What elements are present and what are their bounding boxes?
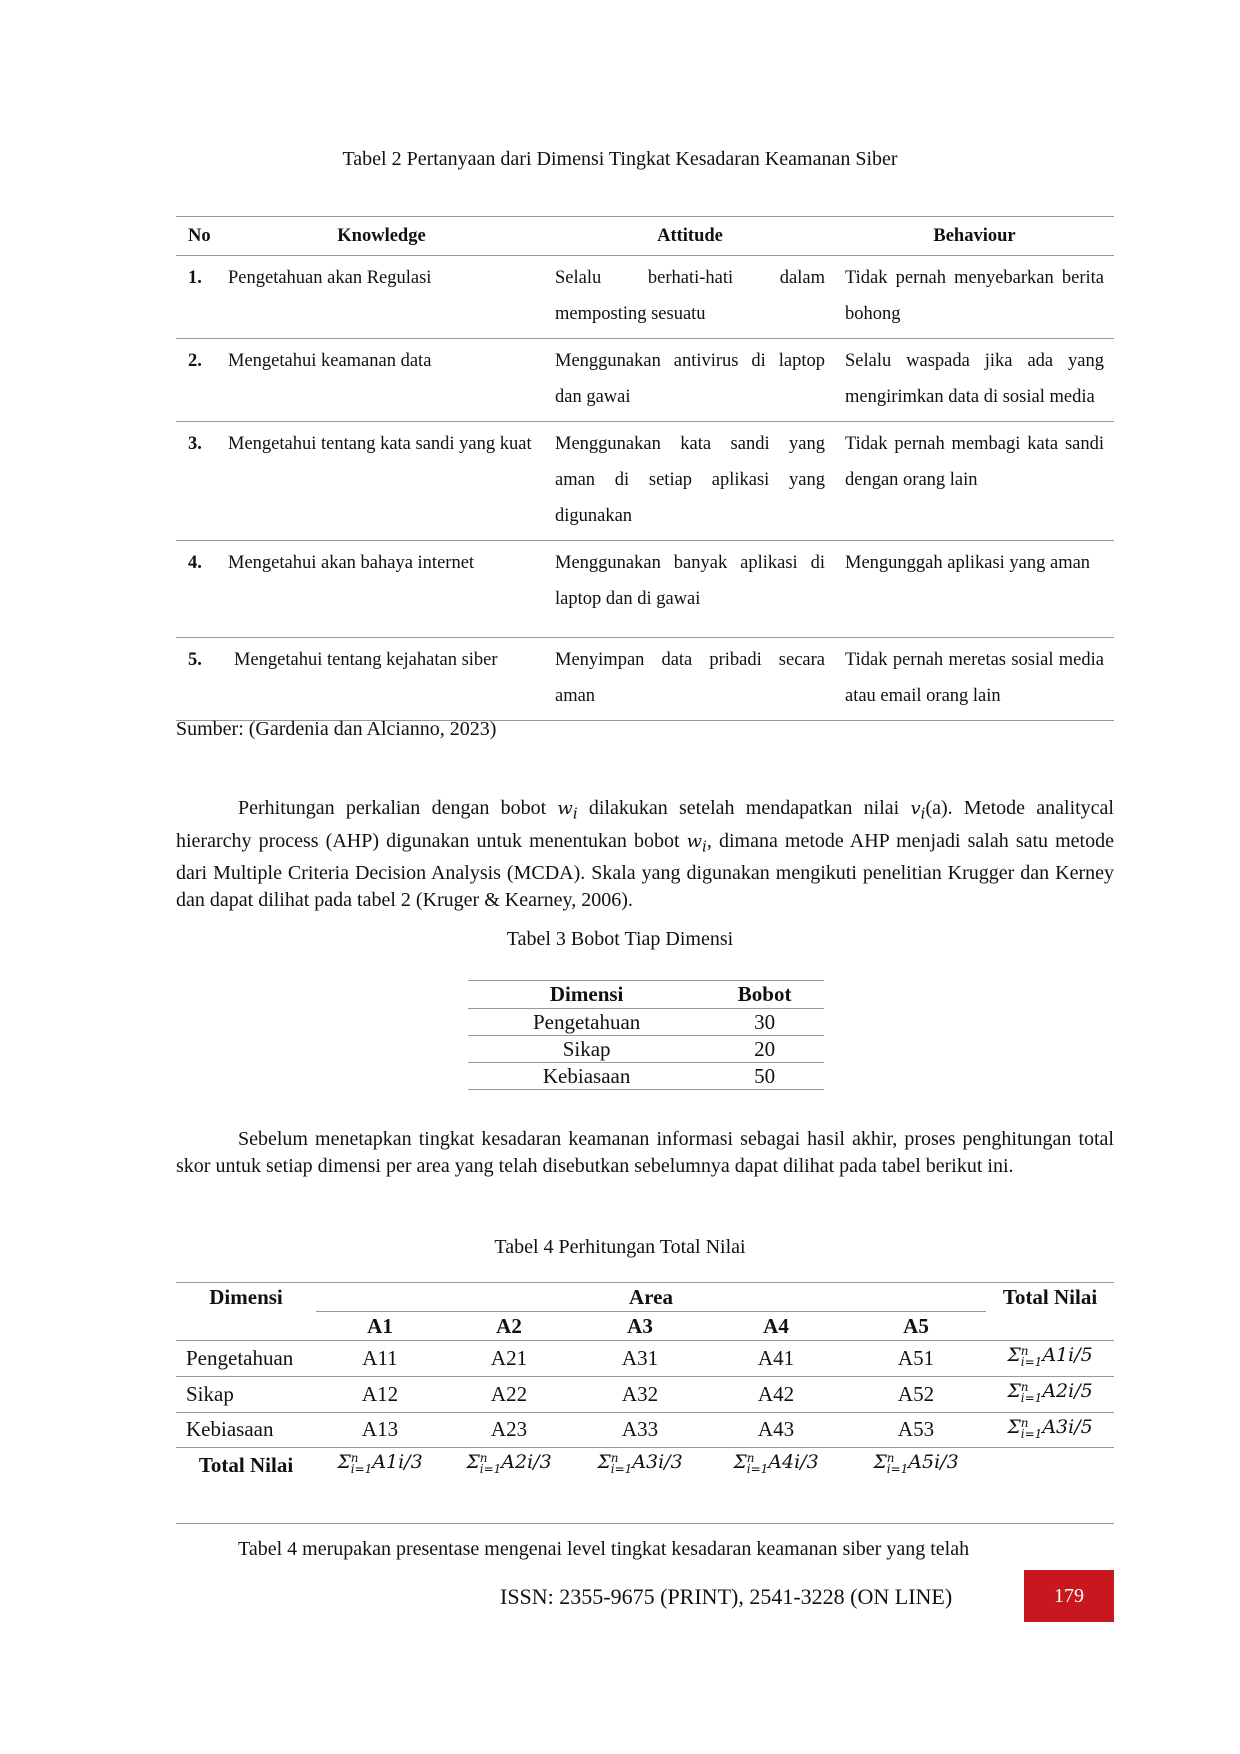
math-v: $v_i$ (910, 798, 926, 823)
total-formula: Σ n $_{i=1}$A2i/3 (466, 1451, 552, 1477)
area-header: A2 (444, 1312, 574, 1341)
dimension-label: Pengetahuan (176, 1341, 316, 1377)
paragraph-text: Tabel 4 merupakan presentase mengenai level tingkat kesadaran keamanan siber yang telah (238, 1538, 970, 1560)
table4-header-area: Area (316, 1283, 986, 1312)
table-row (468, 1063, 824, 1090)
knowledge-cell: Pengetahuan akan Regulasi (218, 256, 545, 339)
table3-header-dimensi: Dimensi (468, 981, 705, 1009)
table-row (176, 1412, 1114, 1448)
area-cell: A53 (846, 1412, 986, 1448)
paragraph-total-score (176, 1126, 1114, 1180)
dimensi-cell: Kebiasaan (468, 1063, 705, 1090)
table3-header-bobot: Bobot (705, 981, 824, 1009)
table2-header-attitude: Attitude (545, 217, 835, 256)
knowledge-cell: Mengetahui keamanan data (218, 339, 545, 422)
area-cell: A52 (846, 1376, 986, 1412)
table2-caption: Tabel 2 Pertanyaan dari Dimensi Tingkat Kesadaran Keamanan Siber (342, 148, 898, 170)
row-number: 4. (176, 541, 218, 638)
table4-header-total: Total Nilai (986, 1283, 1114, 1312)
row-number: 3. (176, 422, 218, 541)
area-cell: A33 (574, 1412, 706, 1448)
area-cell: A13 (316, 1412, 444, 1448)
table4-spacer-row (176, 1483, 1114, 1524)
paragraph-text: (a). Metode analitycal hierarchy process (AHP) digunakan untuk menentukan bobot (176, 797, 1114, 852)
knowledge-cell: Mengetahui akan bahaya internet (218, 541, 545, 638)
table4 (176, 1282, 1114, 1524)
table4-total-row (176, 1448, 1114, 1483)
table3 (468, 980, 824, 1090)
paragraph-ahp (176, 795, 1114, 914)
total-row-label: Total Nilai (198, 1453, 294, 1478)
attitude-cell: Menyimpan data pribadi secara aman (545, 638, 835, 721)
bobot-cell: 30 (705, 1009, 824, 1036)
table2 (176, 216, 1114, 721)
paragraph-text: dilakukan setelah mendapatkan nilai (577, 797, 911, 819)
table4-caption: Tabel 4 Perhitungan Total Nilai (494, 1236, 746, 1258)
table-row (468, 1036, 824, 1063)
area-cell: A22 (444, 1376, 574, 1412)
table2-header-no: No (176, 217, 218, 256)
table4-subheader-row (176, 1312, 1114, 1341)
table3-caption: Tabel 3 Bobot Tiap Dimensi (506, 928, 734, 950)
bobot-cell: 20 (705, 1036, 824, 1063)
table-row (176, 339, 1114, 422)
table-row (176, 1341, 1114, 1377)
area-cell: A21 (444, 1341, 574, 1377)
total-formula: Σ n $_{i=1}$A5i/3 (873, 1451, 959, 1477)
behaviour-cell: Tidak pernah membagi kata sandi dengan orang lain (835, 422, 1114, 541)
area-cell: A51 (846, 1341, 986, 1377)
table-row (176, 541, 1114, 638)
table2-header-behaviour: Behaviour (835, 217, 1114, 256)
attitude-cell: Menggunakan banyak aplikasi di laptop dan di gawai (545, 541, 835, 638)
table2-header-knowledge: Knowledge (218, 217, 545, 256)
behaviour-cell: Selalu waspada jika ada yang mengirimkan data di sosial media (835, 339, 1114, 422)
table-row (176, 256, 1114, 339)
total-formula: Σ n $_{i=1}$A2i/5 (986, 1376, 1114, 1412)
knowledge-cell: Mengetahui tentang kejahatan siber (218, 638, 545, 721)
row-number: 5. (176, 638, 218, 721)
area-cell: A23 (444, 1412, 574, 1448)
paragraph-text: Sebelum menetapkan tingkat kesadaran keamanan informasi sebagai hasil akhir, proses penghitungan total skor untuk setiap dimensi per area yang telah disebutkan sebelumnya dapat dilihat pada tabel berikut ini. (176, 1128, 1114, 1177)
table-row (176, 1376, 1114, 1412)
knowledge-cell: Mengetahui tentang kata sandi yang kuat (218, 422, 545, 541)
table4-header-row (176, 1283, 1114, 1312)
total-formula: Σ n $_{i=1}$A3i/5 (986, 1412, 1114, 1448)
area-cell: A12 (316, 1376, 444, 1412)
table-row (176, 638, 1114, 721)
attitude-cell: Selalu berhati-hati dalam memposting sesuatu (545, 256, 835, 339)
table-row (176, 422, 1114, 541)
total-formula: Σ n $_{i=1}$A1i/3 (337, 1451, 423, 1477)
paragraph-text: Perhitungan perkalian dengan bobot (238, 797, 558, 819)
area-cell: A31 (574, 1341, 706, 1377)
total-formula: Σ n $_{i=1}$A4i/3 (733, 1451, 819, 1477)
table-row (468, 1009, 824, 1036)
page-number-badge: 179 (1024, 1570, 1114, 1622)
behaviour-cell: Tidak pernah menyebarkan berita bohong (835, 256, 1114, 339)
dimension-label: Sikap (176, 1376, 316, 1412)
footer-issn: ISSN: 2355-9675 (PRINT), 2541-3228 (ON LINE) (500, 1584, 953, 1609)
area-header: A5 (846, 1312, 986, 1341)
area-cell: A42 (706, 1376, 846, 1412)
bobot-cell: 50 (705, 1063, 824, 1090)
behaviour-cell: Mengunggah aplikasi yang aman (835, 541, 1114, 638)
math-w: $w_i$ (686, 830, 707, 856)
row-number: 1. (176, 256, 218, 339)
area-header: A1 (316, 1312, 444, 1341)
area-cell: A43 (706, 1412, 846, 1448)
table4-header-dimensi: Dimensi (176, 1283, 316, 1312)
attitude-cell: Menggunakan kata sandi yang aman di setiap aplikasi yang digunakan (545, 422, 835, 541)
area-header: A4 (706, 1312, 846, 1341)
table3-header-row (468, 981, 824, 1009)
area-header: A3 (574, 1312, 706, 1341)
paragraph-table4-intro (176, 1536, 1114, 1563)
dimensi-cell: Pengetahuan (468, 1009, 705, 1036)
area-cell: A41 (706, 1341, 846, 1377)
area-cell: A11 (316, 1341, 444, 1377)
paragraph-text: , dimana metode AHP menjadi salah satu metode dari Multiple Criteria Decision Analysis (MCDA). Skala yang digunakan mengikuti penelitian Krugger dan Kerney dan dapat dilihat pada tabel 2 (Kruger & Kearney, 2006). (176, 829, 1114, 912)
behaviour-cell: Tidak pernah meretas sosial media atau email orang lain (835, 638, 1114, 721)
row-number: 2. (176, 339, 218, 422)
area-cell: A32 (574, 1376, 706, 1412)
attitude-cell: Menggunakan antivirus di laptop dan gawai (545, 339, 835, 422)
table2-source: Sumber: (Gardenia dan Alcianno, 2023) (176, 718, 497, 740)
table2-header-row (176, 217, 1114, 256)
dimensi-cell: Sikap (468, 1036, 705, 1063)
total-formula: Σ n $_{i=1}$A3i/3 (597, 1451, 683, 1477)
dimension-label: Kebiasaan (176, 1412, 316, 1448)
math-w: $w_i$ (557, 798, 578, 823)
total-formula: Σ n $_{i=1}$A1i/5 (986, 1341, 1114, 1377)
